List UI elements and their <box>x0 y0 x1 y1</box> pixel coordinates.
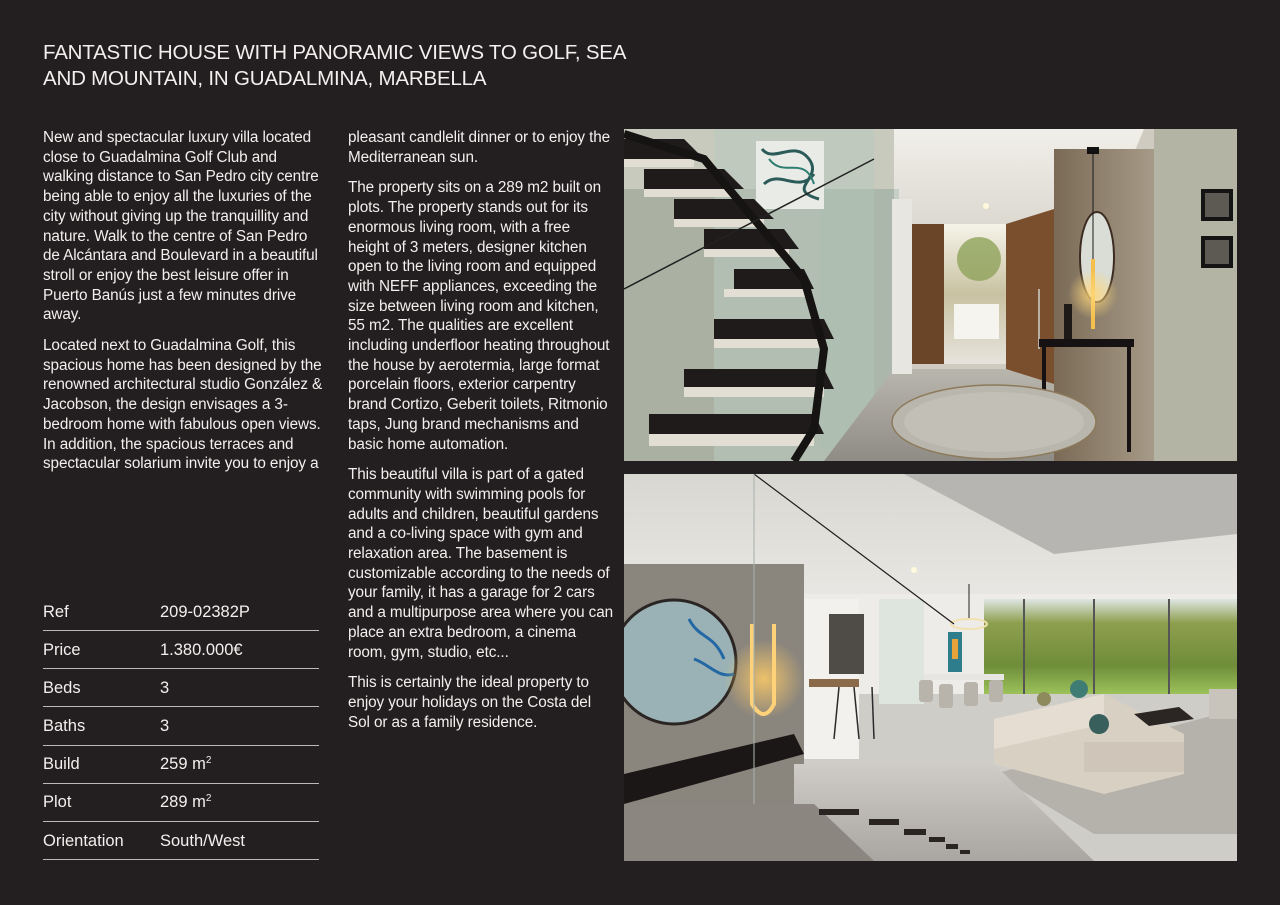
description-paragraph: This beautiful villa is part of a gated community with swimming pools for adults and children, beautiful gardens and a co-living space with gym and relaxation area. The basement is customizable according to the needs of your family, it has a garage for 2 cars and a multipurpose area where you can place an extra bedroom, a cinema room, gym, studio, etc... <box>348 466 614 661</box>
description-paragraph: This is certainly the ideal property to enjoy your holidays on the Costa del Sol or as a family residence. <box>348 674 592 731</box>
spec-value: 3 <box>160 717 170 736</box>
spec-value: 3 <box>160 678 170 697</box>
description-paragraph: New and spectacular luxury villa located close to Guadalmina Golf Club and walking distance to San Pedro city centre being able to enjoy all the luxuries of the city without giving up the tranquillity and nature. Walk to the centre of San Pedro de Alcántara and Boulevard in a beautiful stroll or enjoy the best leisure offer in Puerto Banús just a few minutes drive away. <box>43 129 319 324</box>
unit-superscript: 2 <box>205 793 212 805</box>
spec-row-plot <box>43 785 319 822</box>
spec-row-ref <box>43 594 319 631</box>
entrance-hall-image <box>624 129 1237 461</box>
spec-value: 209-02382P <box>160 602 250 621</box>
spec-row-build <box>43 747 319 784</box>
spec-value: South/West <box>160 831 245 850</box>
photo-entrance-hall <box>624 129 1237 461</box>
spec-label: Orientation <box>43 831 124 850</box>
spec-value-number: 289 m <box>160 793 206 812</box>
spec-value: 1.380.000€ <box>160 640 243 659</box>
spec-value <box>160 793 319 812</box>
description-paragraph: The property sits on a 289 m2 built on plots. The property stands out for its enormous living room, with a free height of 3 meters, designer kitchen open to the living room and equipped with NEFF appliances, exceeding the size between living room and kitchen, 55 m2. The qualities are excellent including underfloor heating throughout the house by aerotermia, large format porcelain floors, exterior carpentry brand Cortizo, Geberit toilets, Ritmonio taps, Jung brand mechanisms and basic home automation. <box>348 179 610 453</box>
spec-row-price <box>43 632 319 669</box>
spec-row-beds <box>43 670 319 707</box>
spec-row-orientation <box>43 823 319 860</box>
description-left-column <box>43 128 328 485</box>
description-paragraph: pleasant candlelit dinner or to enjoy the Mediterranean sun. <box>348 129 611 166</box>
unit-superscript: 2 <box>205 755 212 767</box>
spec-row-baths <box>43 709 319 746</box>
spec-label: Price <box>43 640 81 659</box>
spec-label: Ref <box>43 602 69 621</box>
spec-value <box>160 755 319 774</box>
spec-label: Build <box>43 755 80 774</box>
property-specs-table <box>43 594 319 860</box>
living-room-image <box>624 474 1237 861</box>
spec-label: Plot <box>43 793 72 812</box>
description-middle-column <box>348 128 613 743</box>
description-paragraph: Located next to Guadalmina Golf, this spacious home has been designed by the renowned architectural studio González & Jacobson, the design envisages a 3-bedroom home with fabulous open views. In addition, the spacious terraces and spectacular solarium invite you to enjoy a <box>43 337 323 473</box>
page-title: FANTASTIC HOUSE WITH PANORAMIC VIEWS TO GOLF, SEA AND MOUNTAIN, IN GUADALMINA, MARBELLA <box>43 41 626 90</box>
spec-value-number: 259 m <box>160 755 206 774</box>
photo-living-room <box>624 474 1237 861</box>
spec-label: Beds <box>43 678 81 697</box>
spec-label: Baths <box>43 717 86 736</box>
